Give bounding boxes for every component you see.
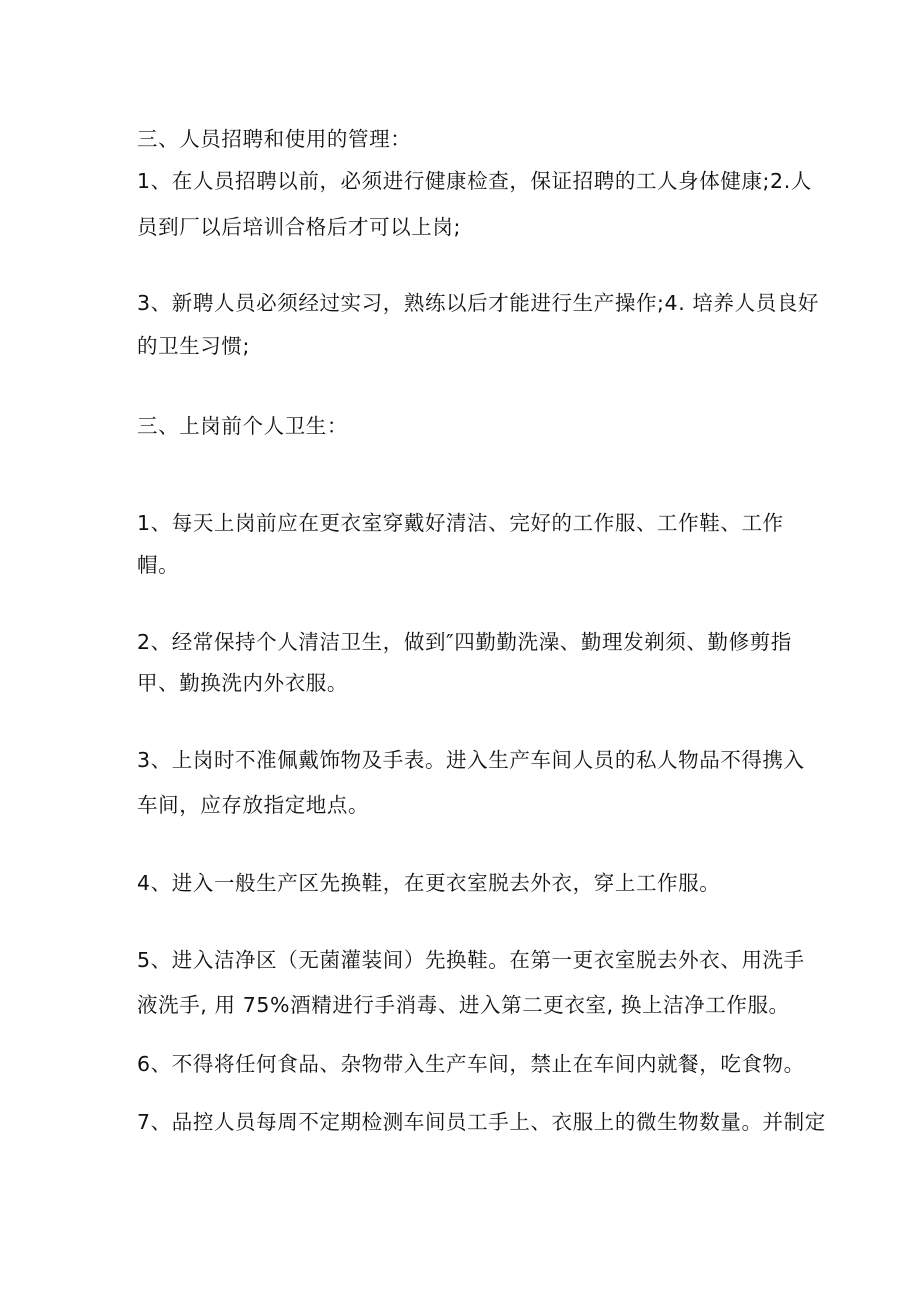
list-item-line: 2、经常保持个人清洁卫生，做到″四勤勤洗澡、勤理发剃须、勤修剪指 <box>137 630 792 654</box>
list-item-line: 车间，应存放指定地点。 <box>137 793 370 817</box>
paragraph-line: 3、新聘人员必须经过实习，熟练以后才能进行生产操作;4. 培养人员良好 <box>137 291 820 315</box>
paragraph-line: 的卫生习惯; <box>137 334 251 358</box>
list-item-line: 6、不得将任何食品、杂物带入生产车间，禁止在车间内就餐，吃食物。 <box>137 1052 805 1076</box>
list-item-line: 液洗手, 用 75%酒精进行手消毒、进入第二更衣室, 换上洁净工作服。 <box>137 993 790 1017</box>
list-item-line: 甲、勤换洗内外衣服。 <box>137 671 348 695</box>
list-item-line: 3、上岗时不准佩戴饰物及手表。进入生产车间人员的私人物品不得携入 <box>137 748 805 772</box>
list-item-line: 7、品控人员每周不定期检测车间员工手上、衣服上的微生物数量。并制定 <box>137 1110 826 1134</box>
list-item-line: 帽。 <box>137 553 180 577</box>
list-item-line: 5、进入洁净区（无菌灌装间）先换鞋。在第一更衣室脱去外衣、用洗手 <box>137 948 805 972</box>
section-heading: 三、上岗前个人卫生： <box>137 414 348 438</box>
list-item-line: 1、每天上岗前应在更衣室穿戴好清洁、完好的工作服、工作鞋、工作 <box>137 511 784 535</box>
paragraph-line: 员到厂以后培训合格后才可以上岗; <box>137 215 462 239</box>
list-item-line: 4、进入一般生产区先换鞋，在更衣室脱去外衣，穿上工作服。 <box>137 871 721 895</box>
paragraph-line: 1、在人员招聘以前，必须进行健康检查，保证招聘的工人身体健康;2.人 <box>137 169 812 193</box>
section-heading: 三、人员招聘和使用的管理： <box>137 127 412 151</box>
